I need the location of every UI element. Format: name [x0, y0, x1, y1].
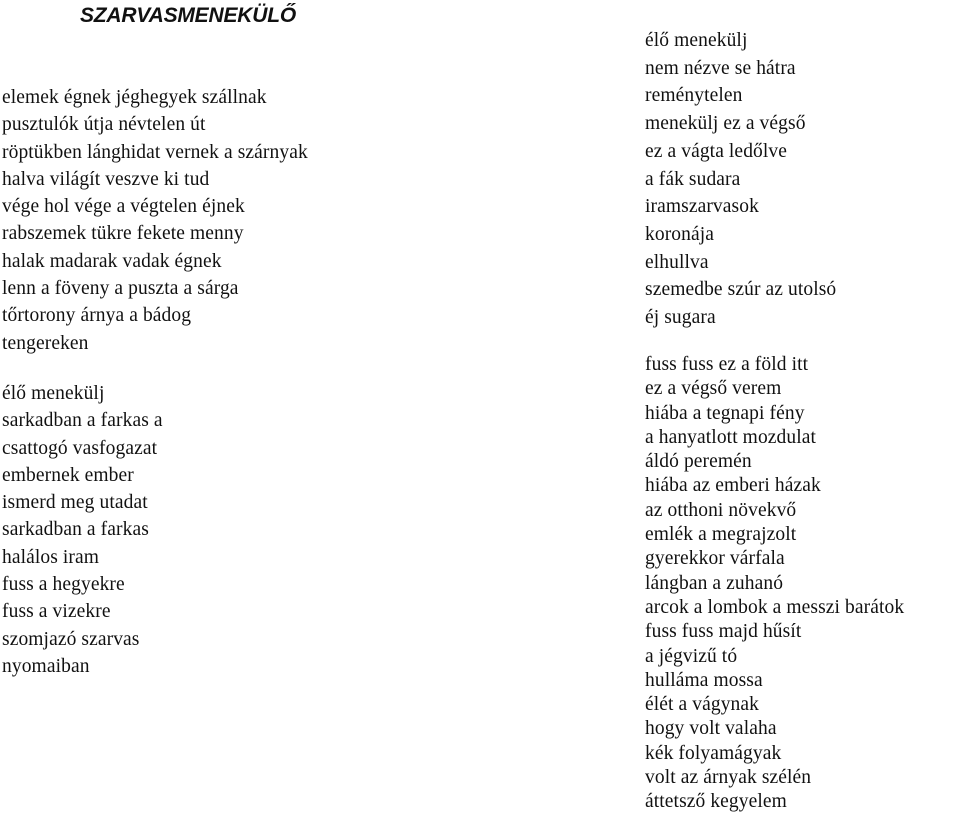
poem-line: rabszemek tükre fekete menny: [2, 223, 244, 245]
poem-line: lenn a föveny a puszta a sárga: [2, 278, 239, 300]
poem-line: tengereken: [2, 332, 89, 354]
poem-line: iramszarvasok: [645, 196, 759, 218]
poem-line: embernek ember: [2, 464, 134, 486]
poem-line: a jégvizű tó: [645, 645, 738, 667]
poem-line: áldó peremén: [645, 451, 752, 473]
right-stanza-1: [645, 27, 836, 332]
poem-line: nem nézve se hátra: [645, 57, 796, 79]
poem-line: vége hol vége a végtelen éjnek: [2, 196, 245, 218]
poem-line: szemedbe szúr az utolsó: [645, 279, 837, 301]
poem-line: fuss fuss ez a föld itt: [645, 354, 809, 375]
left-stanza-1: [2, 84, 308, 357]
poem-line: sarkadban a farkas: [2, 519, 149, 541]
poem-title: SZARVASMENEKÜLŐ: [80, 4, 296, 27]
poem-line: halva világít veszve ki tud: [2, 168, 210, 190]
poem-line: pusztulók útja névtelen út: [2, 114, 206, 136]
poem-line: hogy volt valaha: [645, 718, 777, 740]
poem-line: áttetsző kegyelem: [645, 791, 787, 813]
poem-line: éj sugara: [645, 307, 716, 329]
poem-line: emlék a megrajzolt: [645, 524, 797, 546]
poem-line: fuss fuss majd hűsít: [645, 621, 802, 643]
poem-line: sarkadban a farkas a: [2, 410, 163, 432]
poem-line: ez a vágta ledőlve: [645, 140, 788, 162]
poem-line: csattogó vasfogazat: [2, 437, 158, 459]
left-stanza-2: [2, 380, 163, 680]
poem-line: fuss a hegyekre: [2, 574, 125, 596]
poem-line: arcok a lombok a messzi barátok: [645, 596, 905, 618]
right-stanza-2: [645, 353, 904, 815]
poem-line: szomjazó szarvas: [2, 628, 140, 650]
poem-line: tőrtorony árnya a bádog: [2, 305, 192, 327]
poem-line: nyomaiban: [2, 655, 90, 677]
poem-line: a fák sudara: [645, 168, 741, 190]
poem-line: elemek égnek jéghegyek szállnak: [2, 87, 267, 108]
poem-line: hiába az emberi házak: [645, 475, 821, 497]
poem-line: halak madarak vadak égnek: [2, 250, 222, 272]
poem-line: röptükben lánghidat vernek a szárnyak: [2, 141, 308, 163]
poem-line: fuss a vizekre: [2, 601, 111, 623]
poem-line: hiába a tegnapi fény: [645, 402, 805, 424]
poem-line: élő menekülj: [645, 30, 748, 51]
poem-line: menekülj ez a végső: [645, 113, 806, 135]
poem-line: lángban a zuhanó: [645, 572, 784, 594]
poem-line: a hanyatlott mozdulat: [645, 426, 817, 448]
poem-line: halálos iram: [2, 546, 100, 568]
poem-line: hulláma mossa: [645, 669, 763, 691]
poem-line: koronája: [645, 223, 715, 245]
poem-line: kék folyamágyak: [645, 742, 782, 764]
poem-line: gyerekkor várfala: [645, 548, 785, 570]
poem-line: volt az árnyak szélén: [645, 767, 812, 789]
poem-line: ez a végső verem: [645, 378, 782, 400]
poem-line: ismerd meg utadat: [2, 492, 148, 514]
poem-line: az otthoni növekvő: [645, 499, 797, 521]
poem-line: élét a vágynak: [645, 694, 760, 716]
poem-line: elhullva: [645, 251, 709, 273]
poem-line: élő menekülj: [2, 383, 105, 404]
poem-line: reménytelen: [645, 85, 743, 107]
